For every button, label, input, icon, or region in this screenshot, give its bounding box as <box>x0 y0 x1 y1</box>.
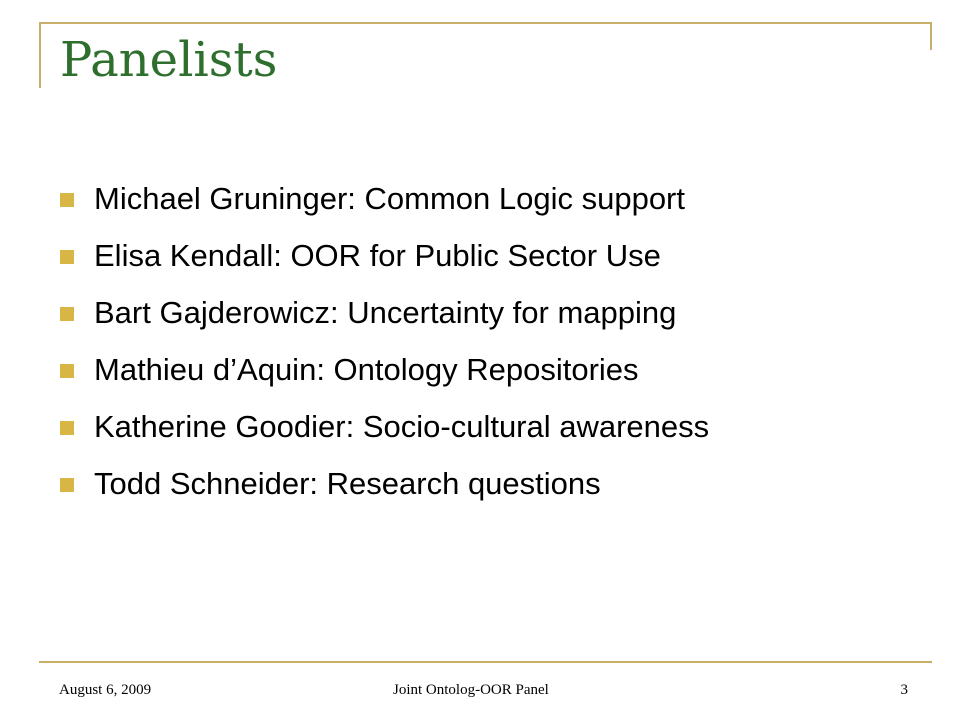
frame-left-rule <box>39 22 41 88</box>
frame-top-rule <box>39 22 932 24</box>
square-bullet-icon <box>60 364 74 378</box>
bullet-text: Katherine Goodier: Socio-cultural awareness <box>94 409 710 444</box>
page-number: 3 <box>900 682 908 698</box>
bullet-text: Elisa Kendall: OOR for Public Sector Use <box>94 238 661 273</box>
bullet-item <box>60 179 920 236</box>
bullet-item <box>60 293 920 350</box>
footer-date: August 6, 2009 <box>59 682 152 698</box>
bullet-item <box>60 407 920 464</box>
bullet-list <box>60 179 920 521</box>
frame-right-rule <box>930 22 932 50</box>
square-bullet-icon <box>60 478 74 492</box>
bullet-text: Michael Gruninger: Common Logic support <box>94 181 685 216</box>
bullet-text: Mathieu d’Aquin: Ontology Repositories <box>94 352 639 387</box>
square-bullet-icon <box>60 307 74 321</box>
square-bullet-icon <box>60 421 74 435</box>
slide-title: Panelists <box>60 32 278 88</box>
bullet-text: Todd Schneider: Research questions <box>94 466 601 501</box>
frame-bottom-rule <box>39 661 932 663</box>
footer-title: Joint Ontolog-OOR Panel <box>393 682 549 698</box>
square-bullet-icon <box>60 193 74 207</box>
bullet-item <box>60 350 920 407</box>
bullet-item <box>60 236 920 293</box>
square-bullet-icon <box>60 250 74 264</box>
bullet-text: Bart Gajderowicz: Uncertainty for mapping <box>94 295 677 330</box>
bullet-item <box>60 464 920 521</box>
